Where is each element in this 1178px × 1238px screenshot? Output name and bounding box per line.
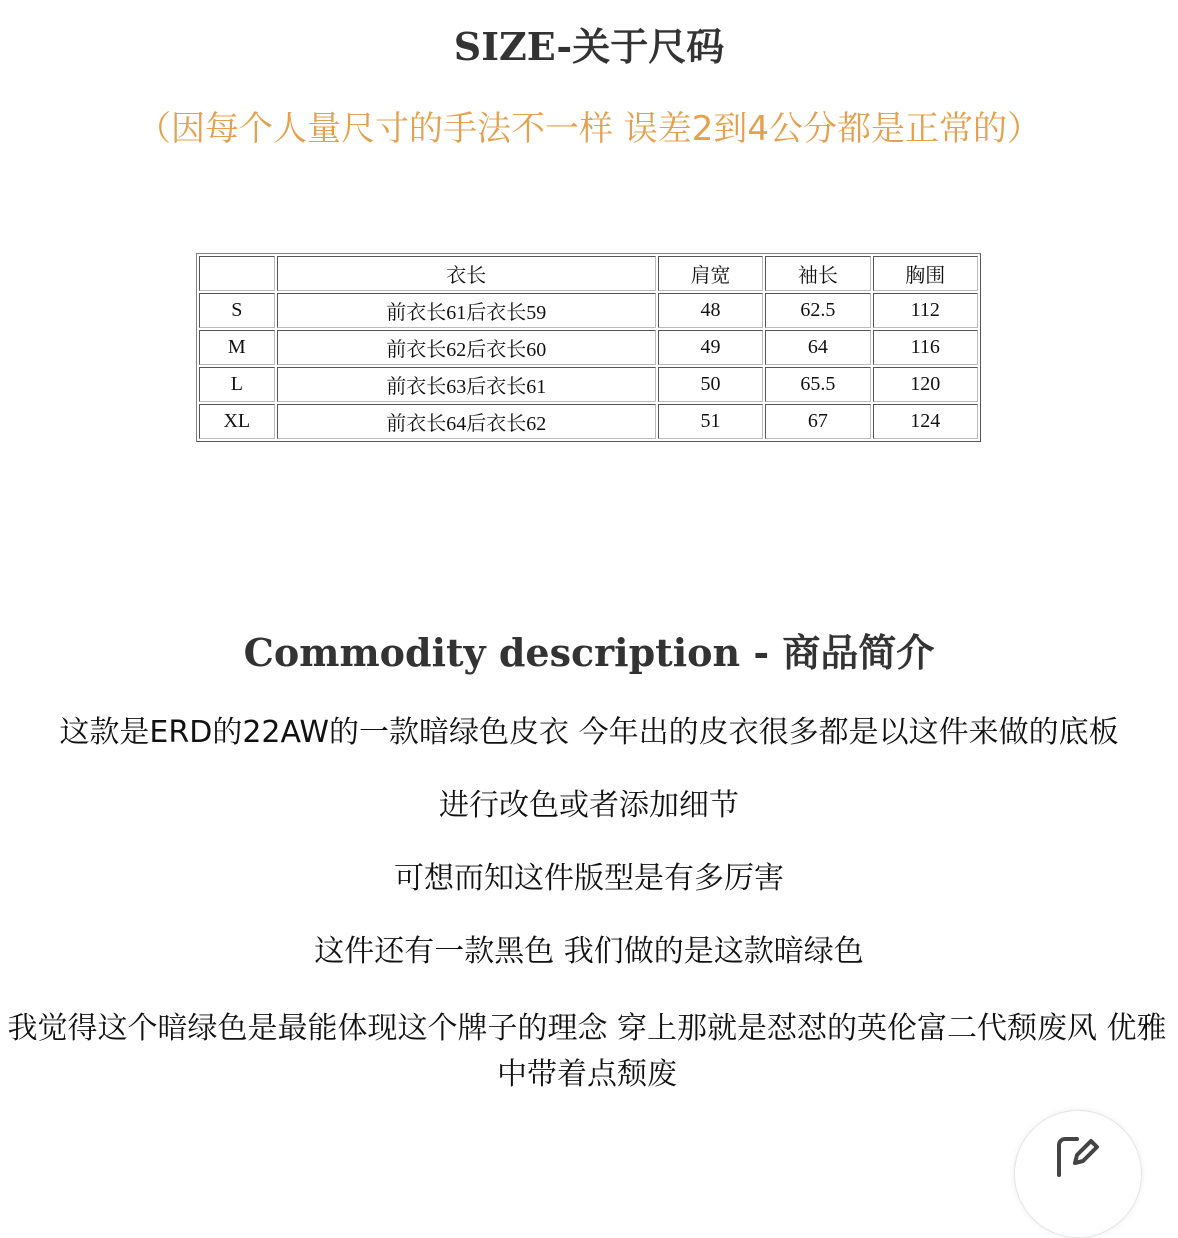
description-paragraph: 这款是ERD的22AW的一款暗绿色皮衣 今年出的皮衣很多都是以这件来做的底板 <box>59 715 1119 750</box>
table-cell: 62.5 <box>765 293 870 328</box>
table-cell: XL <box>199 404 275 439</box>
table-cell: 64 <box>765 330 870 365</box>
table-row <box>199 293 978 328</box>
table-cell: M <box>199 330 275 365</box>
table-cell: 112 <box>873 293 978 328</box>
table-row <box>199 404 978 439</box>
table-cell: 前衣长63后衣长61 <box>277 367 656 402</box>
table-header-cell: 胸围 <box>873 256 978 291</box>
table-cell: 120 <box>873 367 978 402</box>
description-paragraph: 我觉得这个暗绿色是最能体现这个牌子的理念 穿上那就是怼怼的英伦富二代颓废风 优雅中带着点颓废 <box>7 1011 1167 1092</box>
edit-floating-button[interactable] <box>1014 1110 1142 1238</box>
table-cell: 65.5 <box>765 367 870 402</box>
edit-icon <box>1053 1131 1103 1181</box>
table-cell: 51 <box>658 404 763 439</box>
table-header-cell: 袖长 <box>765 256 870 291</box>
table-cell: 49 <box>658 330 763 365</box>
table-header-cell: 肩宽 <box>658 256 763 291</box>
table-cell: 前衣长64后衣长62 <box>277 404 656 439</box>
table-cell: 67 <box>765 404 870 439</box>
table-header-row <box>199 256 978 291</box>
table-cell: S <box>199 293 275 328</box>
table-cell: 116 <box>873 330 978 365</box>
table-header-cell <box>199 256 275 291</box>
table-cell: 48 <box>658 293 763 328</box>
description-section-title: Commodity description - 商品简介 <box>243 630 935 675</box>
table-cell: 前衣长61后衣长59 <box>277 293 656 328</box>
description-paragraph: 这件还有一款黑色 我们做的是这款暗绿色 <box>314 934 864 969</box>
size-chart-table <box>196 253 981 442</box>
size-measurement-note: （因每个人量尺寸的手法不一样 误差2到4公分都是正常的） <box>136 109 1042 149</box>
table-cell: 124 <box>873 404 978 439</box>
description-paragraph: 可想而知这件版型是有多厉害 <box>394 861 784 896</box>
size-section-title: SIZE-关于尺码 <box>453 24 725 69</box>
table-cell: 50 <box>658 367 763 402</box>
table-header-cell: 衣长 <box>277 256 656 291</box>
table-cell: 前衣长62后衣长60 <box>277 330 656 365</box>
table-row <box>199 367 978 402</box>
table-cell: L <box>199 367 275 402</box>
description-paragraph: 进行改色或者添加细节 <box>439 788 739 823</box>
table-row <box>199 330 978 365</box>
